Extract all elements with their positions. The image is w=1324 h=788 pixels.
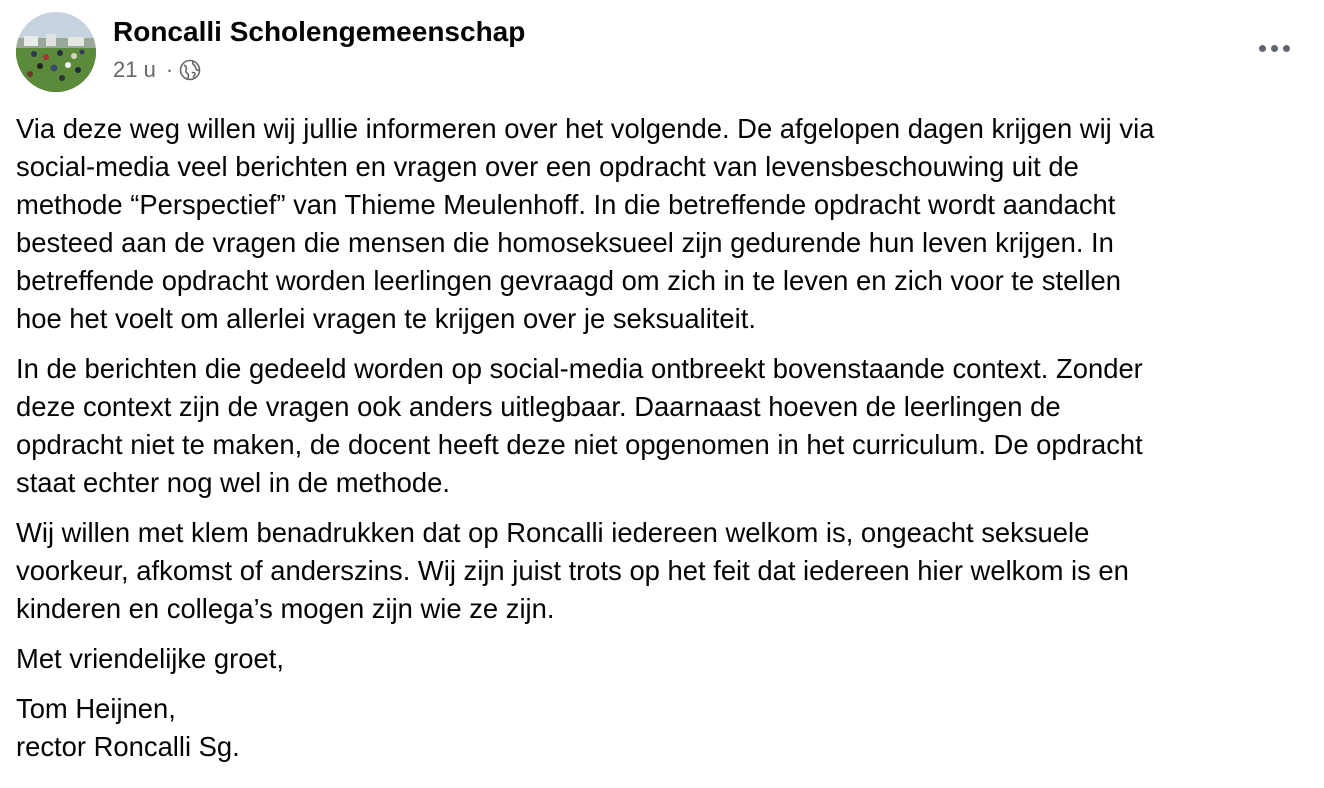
- text-line: betreffende opdracht worden leerlingen gevraagd om zich in te leven en zich voor te stellen: [16, 265, 1121, 296]
- post-paragraph: [16, 514, 1312, 628]
- text-line: Met vriendelijke groet,: [16, 643, 284, 674]
- avatar-photo: [16, 12, 96, 92]
- signature-name: Tom Heijnen,: [16, 693, 176, 724]
- text-line: kinderen en collega’s mogen zijn wie ze zijn.: [16, 593, 555, 624]
- text-line: social-media veel berichten en vragen over een opdracht van levensbeschouwing uit de: [16, 151, 1079, 182]
- signature-title: rector Roncalli Sg.: [16, 731, 240, 762]
- text-line: methode “Perspectief” van Thieme Meulenhoff. In die betreffende opdracht wordt aandacht: [16, 189, 1116, 220]
- avatar[interactable]: [16, 12, 96, 92]
- more-options-icon[interactable]: [1254, 34, 1294, 62]
- post-signature: [16, 690, 1312, 766]
- globe-icon: [179, 59, 201, 81]
- text-line: voorkeur, afkomst of anderszins. Wij zijn juist trots op het feit dat iedereen hier welkom is en: [16, 555, 1129, 586]
- post-body: [16, 110, 1312, 778]
- text-line: In de berichten die gedeeld worden op social-media ontbreekt bovenstaande context. Zonder: [16, 353, 1143, 384]
- author-name[interactable]: Roncalli Scholengemeenschap: [113, 16, 526, 47]
- post-meta: [113, 56, 201, 84]
- text-line: besteed aan de vragen die mensen die homoseksueel zijn gedurende hun leven krijgen. In: [16, 227, 1114, 258]
- post-paragraph: [16, 350, 1312, 502]
- post-timestamp[interactable]: 21 u: [113, 57, 156, 82]
- post-header: [16, 12, 1308, 92]
- post-paragraph: [16, 110, 1312, 338]
- text-line: Wij willen met klem benadrukken dat op Roncalli iedereen welkom is, ongeacht seksuele: [16, 517, 1090, 548]
- post-paragraph: [16, 640, 1312, 678]
- text-line: opdracht niet te maken, de docent heeft deze niet opgenomen in het curriculum. De opdracht: [16, 429, 1143, 460]
- text-line: staat echter nog wel in de methode.: [16, 467, 450, 498]
- text-line: hoe het voelt om allerlei vragen te krijgen over je seksualiteit.: [16, 303, 756, 334]
- meta-separator: ·: [165, 57, 174, 82]
- text-line: Via deze weg willen wij jullie informeren over het volgende. De afgelopen dagen krijgen wij via: [16, 113, 1155, 144]
- text-line: deze context zijn de vragen ook anders uitlegbaar. Daarnaast hoeven de leerlingen de: [16, 391, 1061, 422]
